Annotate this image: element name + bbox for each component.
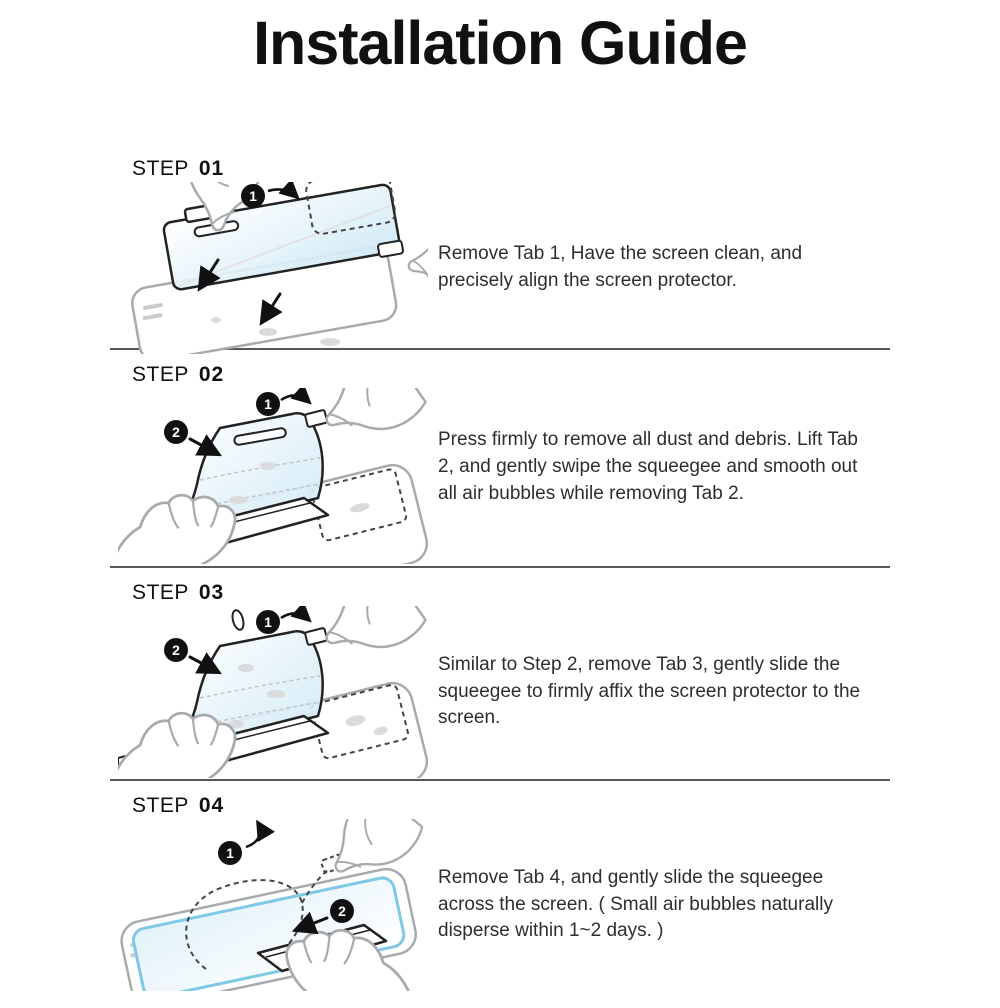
curved-arrow-icon (268, 189, 297, 197)
step-01-illustration (118, 182, 428, 354)
badge-2-icon (164, 420, 218, 454)
hand-icon-squeegee (118, 713, 235, 778)
step-01-section (110, 144, 890, 348)
step-number: 04 (198, 794, 225, 817)
step-label: STEP (132, 794, 189, 817)
svg-text:2: 2 (172, 424, 180, 440)
badge-1-icon (218, 823, 260, 865)
remove-tab3-illustration (118, 606, 428, 778)
page-title: Installation Guide (253, 9, 747, 77)
step-02-illustration (118, 388, 428, 564)
step-02-description: Press firmly to remove all dust and debris. Lift Tab 2, and gently swipe the squeegee and smooth out all air bubbles while removing Tab 2. (438, 429, 858, 504)
step-number: 02 (198, 363, 225, 386)
lift-tab2-illustration (118, 388, 428, 564)
tab-3 (305, 628, 328, 645)
step-04-header (110, 793, 890, 819)
badge-1-icon (256, 392, 309, 416)
hand-icon-squeegee (118, 495, 235, 564)
step-03-section (110, 568, 890, 779)
hand-icon-pulling-tab (310, 388, 428, 459)
step-01-description: Remove Tab 1, Have the screen clean, and precisely align the screen protector. (438, 243, 803, 291)
badge-1-icon (256, 610, 309, 634)
step-label: STEP (132, 157, 189, 180)
step-number: 03 (198, 581, 225, 604)
svg-text:2: 2 (172, 642, 180, 658)
svg-text:1: 1 (249, 188, 257, 204)
installation-guide (110, 144, 890, 986)
step-01-header (110, 156, 890, 182)
step-label: STEP (132, 363, 189, 386)
svg-text:1: 1 (264, 396, 272, 412)
step-04-section (110, 781, 890, 986)
step-04-description: Remove Tab 4, and gently slide the squeegee across the screen. ( Small air bubbles naturally disperse within 1~2 days. ) (438, 866, 833, 942)
svg-text:1: 1 (226, 845, 234, 861)
align-protector-illustration (118, 182, 428, 354)
remove-tab4-illustration (118, 819, 428, 991)
step-02-section (110, 350, 890, 566)
badge-2-icon (164, 638, 218, 672)
curved-arrow-icon (281, 395, 309, 402)
hand-icon-pulling-tab (310, 606, 428, 677)
loop-tab (231, 609, 246, 631)
step-03-description: Similar to Step 2, remove Tab 3, gently slide the squeegee to firmly affix the screen protector to the screen. (438, 653, 861, 729)
svg-text:2: 2 (338, 903, 346, 919)
step-number: 01 (198, 157, 225, 180)
curved-arrow-icon (246, 823, 260, 847)
step-03-header (110, 580, 890, 606)
step-03-illustration (118, 606, 428, 778)
step-02-header (110, 362, 890, 388)
step-04-illustration (118, 819, 428, 991)
tab-2 (305, 410, 328, 427)
step-label: STEP (132, 581, 189, 604)
svg-text:1: 1 (264, 614, 272, 630)
hand-icon-right (402, 219, 428, 306)
curved-arrow-icon (281, 613, 309, 620)
